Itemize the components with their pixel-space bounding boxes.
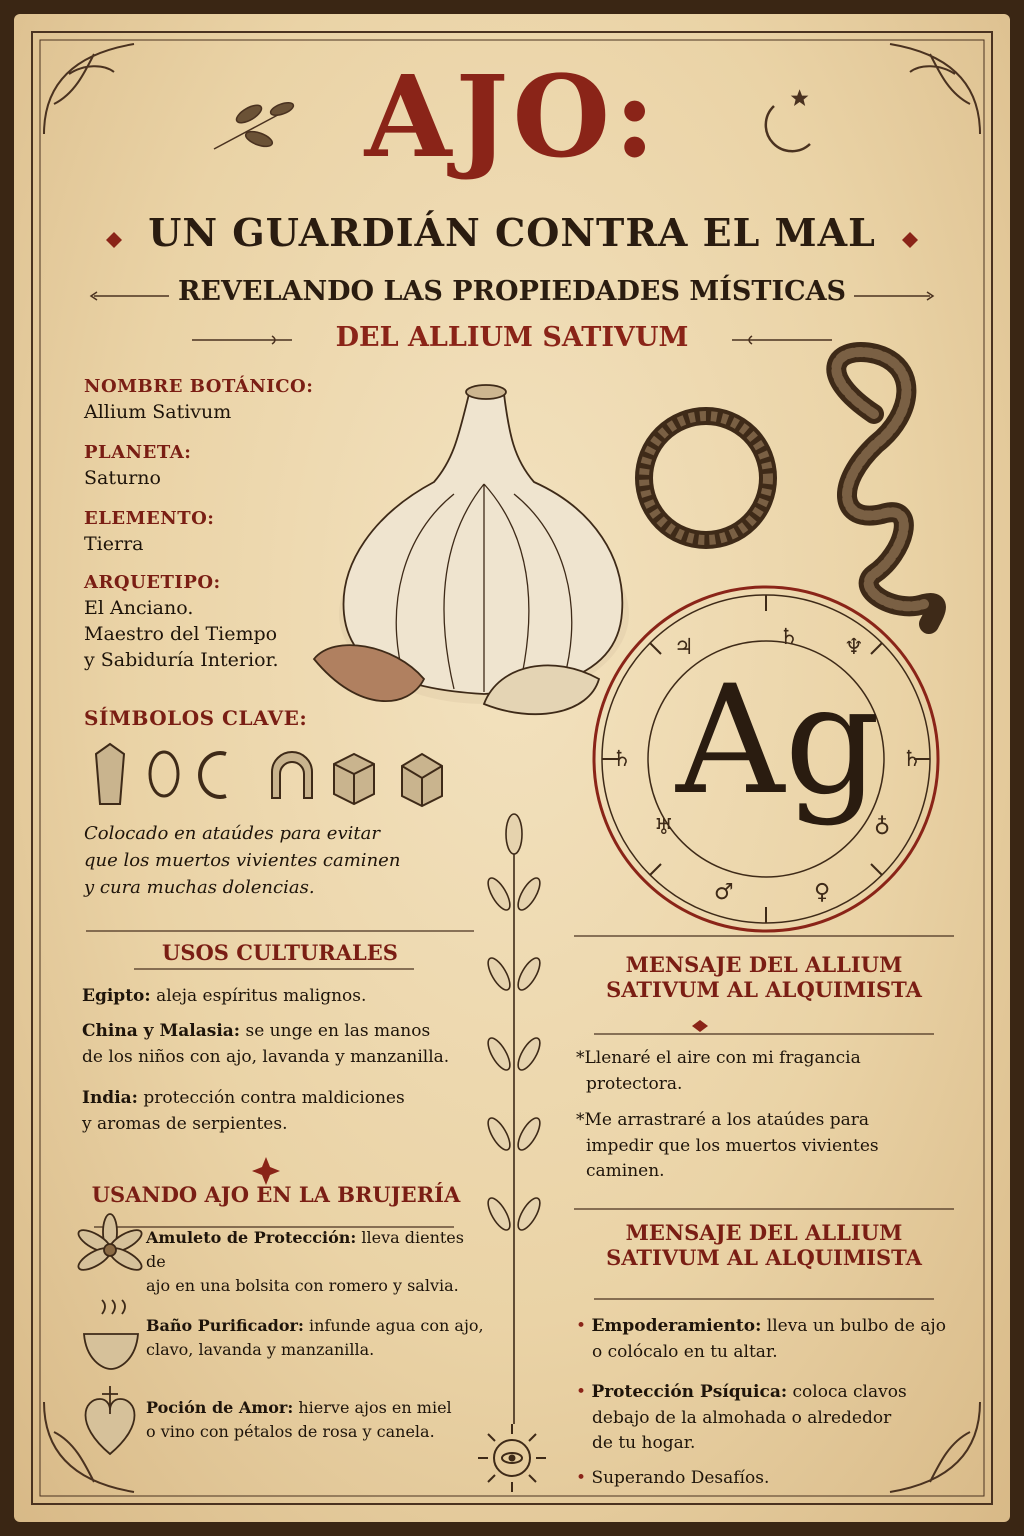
key-symbols-label: SÍMBOLOS CLAVE: — [84, 706, 308, 730]
property-label: NOMBRE BOTÁNICO: — [84, 376, 314, 397]
message-item: *Me arrastraré a los ataúdes para impedir que los muertos vivientes caminen. — [576, 1110, 879, 1181]
heart-icon — [86, 1386, 135, 1454]
coffin-icon — [96, 744, 124, 804]
cube-icon — [334, 754, 374, 804]
sun-eye-emblem-icon — [478, 1424, 546, 1492]
svg-text:♆: ♆ — [844, 635, 864, 660]
key-symbols-description: Colocado en ataúdes para evitar — [84, 823, 380, 844]
cube-icon — [402, 754, 442, 806]
property-value: Saturno — [84, 467, 161, 489]
cultural-uses-heading: USOS CULTURALES — [162, 940, 398, 965]
key-symbols-row — [96, 744, 442, 806]
svg-text:♀: ♀ — [814, 880, 831, 905]
arch-icon — [272, 752, 312, 798]
svg-text:♄: ♄ — [612, 747, 632, 772]
page-title: AJO: — [364, 52, 660, 183]
witchcraft-item: Poción de Amor: hierve ajos en miel o vino con pétalos de rosa y canela. — [146, 1398, 452, 1441]
svg-text:♄: ♄ — [902, 747, 922, 772]
svg-text:♅: ♅ — [654, 815, 674, 840]
page-subtitle: UN GUARDIÁN CONTRA EL MAL — [148, 210, 876, 255]
bowl-icon — [84, 1300, 138, 1369]
property-label: ELEMENTO: — [84, 508, 215, 529]
property-label: ARQUETIPO: — [84, 572, 221, 593]
cultural-use-item: Egipto: aleja espíritus malignos. — [82, 986, 367, 1006]
message-item: • Superando Desafíos. — [576, 1468, 770, 1488]
key-symbols-description: que los muertos vivientes caminen — [84, 850, 401, 871]
diamond-ornament-icon — [692, 1020, 708, 1032]
message-item: • Empoderamiento: lleva un bulbo de ajo o colócalo en tu altar. — [576, 1316, 946, 1362]
message-item: • Protección Psíquica: coloca clavos debajo de la almohada o alrededor de tu hogar. — [576, 1382, 907, 1453]
tagline-line-1: REVELANDO LAS PROPIEDADES MÍSTICAS — [177, 276, 847, 307]
property-value: Tierra — [84, 533, 144, 555]
star-ornament-icon — [252, 1157, 280, 1185]
silver-symbol: Ag — [676, 654, 881, 828]
cultural-use-item: China y Malasia: se unge en las manos de los niños con ajo, lavanda y manzanilla. — [82, 1021, 450, 1067]
flower-icon — [75, 1214, 144, 1274]
garlic-bulb-icon — [314, 385, 629, 714]
witchcraft-heading: USANDO AJO EN LA BRUJERÍA — [91, 1182, 461, 1207]
svg-text:♄: ♄ — [779, 625, 799, 650]
tagline-line-2: DEL ALLIUM SATIVUM — [335, 322, 689, 353]
property-label: PLANETA: — [84, 442, 192, 463]
poster — [14, 14, 1010, 1522]
property-value: Allium Sativum — [84, 401, 232, 423]
witchcraft-item: Baño Purificador: infunde agua con ajo, clavo, lavanda y manzanilla. — [146, 1316, 484, 1359]
cultural-use-item: India: protección contra maldiciones y aromas de serpientes. — [82, 1088, 405, 1134]
circle-icon — [150, 752, 178, 796]
property-value: El Anciano. — [84, 597, 194, 619]
property-value: Maestro del Tiempo — [84, 623, 278, 645]
property-value: y Sabiduría Interior. — [84, 649, 279, 671]
crescent-icon — [200, 753, 226, 797]
witchcraft-item: Amuleto de Protección: lleva dientes de ajo en una bolsita con romero y salvia. — [146, 1228, 464, 1295]
svg-text:♁: ♁ — [874, 815, 891, 840]
svg-text:♃: ♃ — [674, 635, 694, 660]
svg-text:♂: ♂ — [714, 880, 734, 905]
serpent-icon — [836, 352, 936, 624]
message-heading: MENSAJE DEL ALLIUM SATIVUM AL ALQUIMISTA — [606, 952, 922, 1002]
message-item: *Llenaré el aire con mi fragancia protectora. — [576, 1048, 861, 1094]
ouroboros-ring-icon — [644, 416, 768, 540]
key-symbols-description: y cura muchas dolencias. — [84, 877, 315, 898]
message-heading: MENSAJE DEL ALLIUM SATIVUM AL ALQUIMISTA — [606, 1220, 922, 1270]
